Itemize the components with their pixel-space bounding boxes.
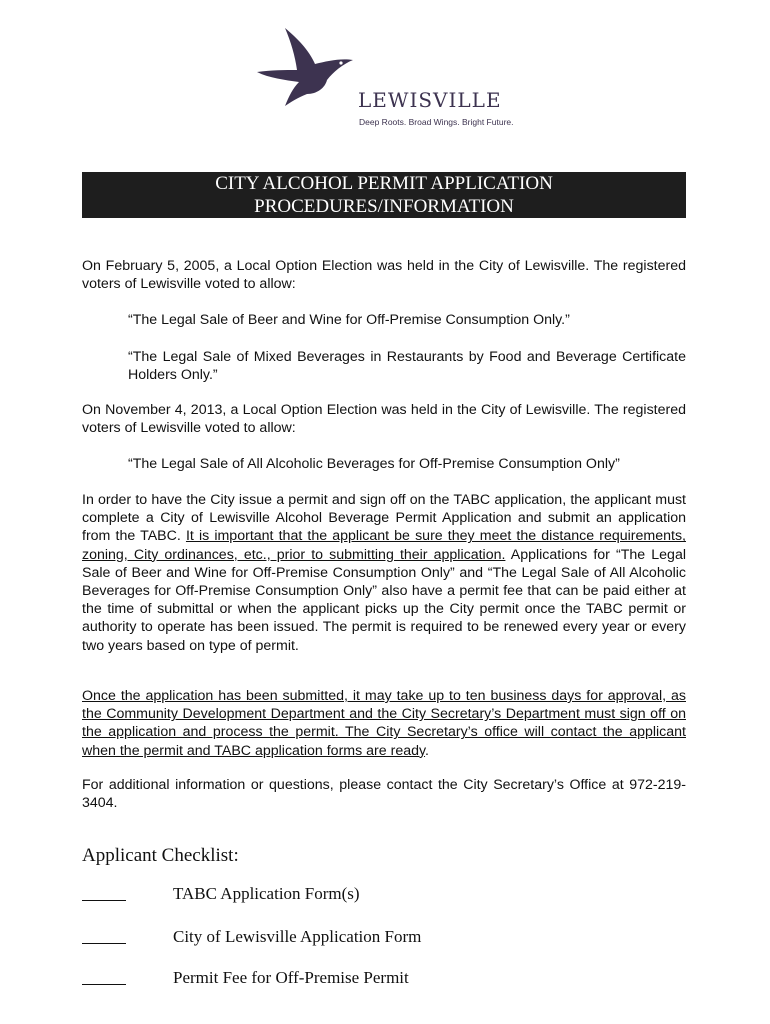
lewisville-logo — [255, 28, 515, 148]
title-line-1: CITY ALCOHOL PERMIT APPLICATION — [215, 173, 553, 194]
checklist-item — [82, 968, 686, 992]
checklist-item-label: Permit Fee for Off-Premise Permit — [173, 968, 409, 987]
permit-process-text-1: In order to have the City issue a permit and sign off on the TABC application, the applicant must complete a City of Lewisville Alcohol Beverage Permit Application and submit an application from the TABC. — [82, 492, 686, 545]
checkbox-blank-line[interactable] — [82, 943, 126, 944]
approval-end: . — [425, 742, 429, 759]
checklist-item — [82, 927, 686, 951]
election-2013-paragraph: On November 4, 2013, a Local Option Election was held in the City of Lewisville. The registered voters of Lewisville voted to allow: — [82, 402, 686, 437]
permit-process-text-2: Applications for “The Legal Sale of Beer and Wine for Off-Premise Consumption Only” and “The Legal Sale of All Alcoholic Beverages for Off-Premise Consumption Only” also have a permit fee that can be paid either at the time of submittal or when the applicant picks up the City permit once the TABC permit or authority to operate has been issued. The permit is required to be renewed every year or every two years based on type of permit. — [82, 546, 686, 654]
quote-beer-wine: “The Legal Sale of Beer and Wine for Off-Premise Consumption Only.” — [128, 312, 570, 328]
permit-process-paragraph — [82, 491, 686, 655]
election-2005-paragraph: On February 5, 2005, a Local Option Election was held in the City of Lewisville. The registered voters of Lewisville voted to allow: — [82, 258, 686, 293]
checklist-item — [82, 884, 686, 908]
approval-paragraph — [82, 687, 686, 760]
quote-mixed-beverages: “The Legal Sale of Mixed Beverages in Restaurants by Food and Beverage Certificate Holders Only.” — [128, 349, 686, 384]
approval-underlined: Once the application has been submitted, it may take up to ten business days for approval, as the Community Development Department and the City Secretary’s Department must sign off on the application and process the permit. The City Secretary’s office will contact the applicant when the permit and TABC application forms are ready — [82, 688, 686, 759]
logo-tagline: Deep Roots. Broad Wings. Bright Future. — [359, 117, 514, 127]
checklist-item-label: TABC Application Form(s) — [173, 884, 360, 903]
permit-process-underlined: It is important that the applicant be sure they meet the distance requirements, zoning, City ordinances, etc., prior to submitting their application. — [82, 528, 686, 563]
checkbox-blank-line[interactable] — [82, 984, 126, 985]
checkbox-blank-line[interactable] — [82, 900, 126, 901]
bird-icon — [255, 28, 365, 138]
quote-all-alcoholic: “The Legal Sale of All Alcoholic Beverages for Off-Premise Consumption Only” — [128, 456, 620, 472]
contact-paragraph: For additional information or questions, please contact the City Secretary’s Office at 972-219-3404. — [82, 777, 686, 812]
checklist-title: Applicant Checklist: — [82, 845, 239, 866]
checklist-item-label: City of Lewisville Application Form — [173, 927, 422, 946]
title-banner — [82, 172, 686, 218]
logo-name: LEWISVILLE — [358, 88, 502, 112]
title-line-2: PROCEDURES/INFORMATION — [254, 196, 514, 217]
